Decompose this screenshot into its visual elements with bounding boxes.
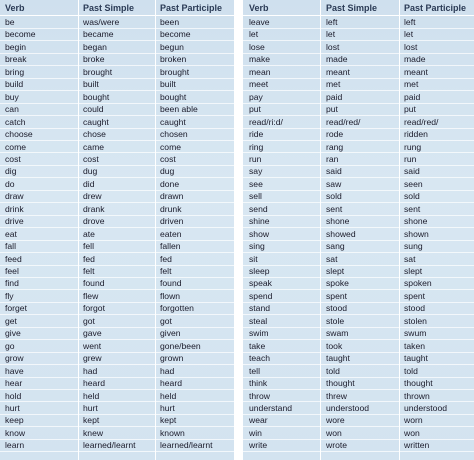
table-row bbox=[0, 91, 234, 103]
past-simple-cell: threw bbox=[326, 390, 348, 401]
past-simple-cell: began bbox=[83, 41, 107, 52]
verb-cell: feel bbox=[5, 266, 19, 276]
verb-cell: swim bbox=[249, 328, 269, 339]
table-row bbox=[243, 91, 474, 103]
past-simple-cell: bought bbox=[83, 91, 110, 102]
past-participle-cell: understood bbox=[404, 402, 448, 413]
past-participle-cell: slept bbox=[404, 266, 423, 276]
past-participle-cell: sent bbox=[404, 203, 421, 214]
table-row bbox=[0, 315, 234, 327]
table-row bbox=[0, 340, 234, 352]
past-participle-cell: run bbox=[404, 153, 417, 164]
past-simple-cell: showed bbox=[326, 228, 356, 239]
past-participle-cell: taken bbox=[404, 340, 426, 351]
table-row bbox=[243, 28, 474, 40]
table-row bbox=[0, 439, 234, 451]
verb-cell: sing bbox=[249, 241, 265, 252]
verb-cell: lose bbox=[249, 41, 265, 52]
table-row bbox=[243, 78, 474, 90]
past-participle-cell: got bbox=[160, 315, 172, 326]
verb-cell: forget bbox=[5, 303, 27, 314]
verb-cell: spend bbox=[249, 290, 273, 301]
table-row bbox=[0, 352, 234, 364]
past-participle-cell: kept bbox=[160, 415, 177, 426]
verb-cell: show bbox=[249, 228, 270, 239]
past-participle-cell: drawn bbox=[160, 191, 184, 202]
column-header: Past Participle bbox=[404, 3, 467, 13]
past-participle-cell: caught bbox=[160, 116, 186, 127]
past-simple-cell: ate bbox=[83, 228, 95, 239]
past-participle-cell: learned/learnt bbox=[160, 440, 213, 451]
past-simple-cell: saw bbox=[326, 178, 342, 189]
table-row bbox=[243, 53, 474, 65]
verb-cell: let bbox=[249, 29, 259, 40]
past-participle-cell: given bbox=[160, 328, 181, 339]
past-participle-cell: built bbox=[160, 79, 176, 90]
table-row bbox=[243, 228, 474, 240]
past-simple-cell: understood bbox=[326, 402, 370, 413]
past-participle-cell: swum bbox=[404, 328, 427, 339]
table-row bbox=[243, 265, 474, 277]
column-header: Past Simple bbox=[83, 3, 135, 13]
past-simple-cell: held bbox=[83, 390, 100, 401]
column-header: Verb bbox=[5, 3, 25, 13]
past-simple-cell: let bbox=[326, 29, 336, 40]
past-participle-cell: drunk bbox=[160, 203, 182, 214]
verb-cell: wear bbox=[249, 415, 268, 426]
verb-cell: see bbox=[249, 178, 263, 189]
verb-cell: take bbox=[249, 340, 266, 351]
past-simple-cell: wore bbox=[326, 415, 345, 426]
verb-cell: be bbox=[5, 17, 15, 27]
table-row bbox=[243, 290, 474, 302]
past-participle-cell: thought bbox=[404, 378, 433, 389]
past-simple-cell: met bbox=[326, 79, 341, 90]
table-row bbox=[243, 16, 474, 28]
table-row bbox=[243, 340, 474, 352]
verb-cell: say bbox=[249, 166, 263, 177]
verb-cell: sleep bbox=[249, 266, 270, 276]
past-simple-cell: chose bbox=[83, 129, 106, 140]
past-participle-cell: shone bbox=[404, 216, 428, 227]
past-participle-cell: chosen bbox=[160, 129, 188, 140]
verb-cell: get bbox=[5, 315, 17, 326]
verb-cell: fall bbox=[5, 241, 16, 252]
verb-cell: go bbox=[5, 340, 15, 351]
past-simple-cell: came bbox=[83, 141, 105, 152]
past-participle-cell: paid bbox=[404, 91, 421, 102]
table-row bbox=[0, 427, 234, 439]
past-participle-cell: had bbox=[160, 365, 175, 376]
table-row bbox=[0, 41, 234, 53]
table-row bbox=[243, 327, 474, 339]
past-participle-cell: left bbox=[404, 17, 416, 27]
table-row bbox=[243, 402, 474, 414]
verb-cell: have bbox=[5, 365, 24, 376]
verb-cell: ride bbox=[249, 129, 264, 140]
verb-cell: cost bbox=[5, 153, 21, 164]
table-row bbox=[0, 215, 234, 227]
table-row bbox=[0, 377, 234, 389]
past-simple-cell: read/red/ bbox=[326, 116, 361, 127]
verb-cell: do bbox=[5, 178, 15, 189]
table-row bbox=[0, 178, 234, 190]
past-participle-cell: found bbox=[160, 278, 182, 289]
past-simple-cell: wrote bbox=[326, 440, 348, 451]
verb-cell: keep bbox=[5, 415, 24, 426]
verb-cell: break bbox=[5, 54, 27, 65]
table-header bbox=[243, 2, 474, 14]
past-simple-cell: slept bbox=[326, 266, 345, 276]
past-simple-cell: hurt bbox=[83, 402, 98, 413]
table-row bbox=[0, 153, 234, 165]
table-row bbox=[0, 228, 234, 240]
past-simple-cell: broke bbox=[83, 54, 105, 65]
past-participle-cell: spent bbox=[404, 290, 426, 301]
past-participle-cell: been bbox=[160, 17, 180, 27]
table-row bbox=[243, 203, 474, 215]
table-row bbox=[0, 277, 234, 289]
past-simple-cell: built bbox=[83, 79, 99, 90]
verb-cell: feed bbox=[5, 253, 22, 264]
past-participle-cell: grown bbox=[160, 353, 184, 364]
verb-cell: make bbox=[249, 54, 271, 65]
past-participle-cell: stood bbox=[404, 303, 426, 314]
table-row bbox=[0, 265, 234, 277]
past-simple-cell: became bbox=[83, 29, 114, 40]
table-row bbox=[0, 28, 234, 40]
verb-cell: win bbox=[249, 427, 262, 438]
table-row bbox=[243, 390, 474, 402]
past-participle-cell: done bbox=[160, 178, 180, 189]
past-participle-cell: thrown bbox=[404, 390, 430, 401]
past-simple-cell: sat bbox=[326, 253, 338, 264]
verb-cell: fly bbox=[5, 290, 14, 301]
past-simple-cell: found bbox=[83, 278, 105, 289]
past-simple-cell: thought bbox=[326, 378, 355, 389]
past-participle-cell: fed bbox=[160, 253, 172, 264]
verb-cell: meet bbox=[249, 79, 269, 90]
past-simple-cell: had bbox=[83, 365, 98, 376]
past-participle-cell: heard bbox=[160, 378, 182, 389]
past-participle-cell: lost bbox=[404, 41, 418, 52]
past-participle-cell: gone/been bbox=[160, 340, 201, 351]
past-participle-cell: sold bbox=[404, 191, 420, 202]
past-simple-cell: brought bbox=[83, 66, 113, 77]
verb-cell: draw bbox=[5, 191, 24, 202]
past-simple-cell: flew bbox=[83, 290, 99, 301]
verb-cell: bring bbox=[5, 66, 25, 77]
past-participle-cell: brought bbox=[160, 66, 190, 77]
past-simple-cell: sang bbox=[326, 241, 345, 252]
column-header: Verb bbox=[249, 3, 269, 13]
past-participle-cell: begun bbox=[160, 41, 184, 52]
table-row bbox=[243, 103, 474, 115]
past-participle-cell: read/red/ bbox=[404, 116, 439, 127]
past-simple-cell: drank bbox=[83, 203, 105, 214]
past-participle-cell: sat bbox=[404, 253, 416, 264]
table-row bbox=[243, 215, 474, 227]
table-row bbox=[0, 365, 234, 377]
past-simple-cell: forgot bbox=[83, 303, 105, 314]
past-simple-cell: dug bbox=[83, 166, 98, 177]
verb-cell: find bbox=[5, 278, 19, 289]
verb-cell: grow bbox=[5, 353, 24, 364]
past-simple-cell: went bbox=[83, 340, 102, 351]
past-simple-cell: ran bbox=[326, 153, 339, 164]
verb-cell: speak bbox=[249, 278, 272, 289]
row-divider bbox=[243, 451, 474, 452]
verb-cell: sell bbox=[249, 191, 262, 202]
past-participle-cell: eaten bbox=[160, 228, 182, 239]
past-simple-cell: did bbox=[83, 178, 95, 189]
past-simple-cell: said bbox=[326, 166, 342, 177]
table-row bbox=[243, 315, 474, 327]
table-row bbox=[243, 377, 474, 389]
table-row bbox=[0, 240, 234, 252]
past-simple-cell: gave bbox=[83, 328, 102, 339]
past-participle-cell: become bbox=[160, 29, 191, 40]
verb-cell: teach bbox=[249, 353, 271, 364]
verb-cell: begin bbox=[5, 41, 27, 52]
verb-cell: read/ri:d/ bbox=[249, 116, 283, 127]
verb-cell: eat bbox=[5, 228, 17, 239]
verb-cell: mean bbox=[249, 66, 271, 77]
past-participle-cell: met bbox=[404, 79, 419, 90]
table-row bbox=[0, 78, 234, 90]
verb-cell: send bbox=[249, 203, 268, 214]
table-row bbox=[243, 277, 474, 289]
past-participle-cell: meant bbox=[404, 66, 428, 77]
verb-cell: steal bbox=[249, 315, 268, 326]
verb-cell: pay bbox=[249, 91, 263, 102]
verb-cell: ring bbox=[249, 141, 264, 152]
past-simple-cell: learned/learnt bbox=[83, 440, 136, 451]
verb-cell: understand bbox=[249, 402, 293, 413]
past-simple-cell: put bbox=[326, 104, 338, 115]
past-participle-cell: shown bbox=[404, 228, 429, 239]
past-participle-cell: stolen bbox=[404, 315, 427, 326]
past-participle-cell: told bbox=[404, 365, 418, 376]
past-participle-cell: taught bbox=[404, 353, 428, 364]
past-participle-cell: written bbox=[404, 440, 430, 451]
table-row bbox=[0, 327, 234, 339]
right-verb-table bbox=[243, 0, 474, 460]
table-row bbox=[243, 352, 474, 364]
past-participle-cell: flown bbox=[160, 290, 181, 301]
past-simple-cell: drove bbox=[83, 216, 105, 227]
table-row bbox=[0, 414, 234, 426]
table-row bbox=[0, 53, 234, 65]
table-row bbox=[0, 128, 234, 140]
past-simple-cell: paid bbox=[326, 91, 343, 102]
verb-cell: write bbox=[249, 440, 268, 451]
past-simple-cell: heard bbox=[83, 378, 105, 389]
verb-cell: choose bbox=[5, 129, 33, 140]
verb-cell: catch bbox=[5, 116, 26, 127]
past-participle-cell: spoken bbox=[404, 278, 432, 289]
left-verb-table bbox=[0, 0, 234, 460]
verb-cell: come bbox=[5, 141, 27, 152]
past-simple-cell: was/were bbox=[83, 17, 120, 27]
past-simple-cell: could bbox=[83, 104, 104, 115]
past-participle-cell: bought bbox=[160, 91, 187, 102]
table-row bbox=[0, 103, 234, 115]
past-simple-cell: shone bbox=[326, 216, 350, 227]
past-simple-cell: lost bbox=[326, 41, 340, 52]
past-simple-cell: drew bbox=[83, 191, 102, 202]
table-row bbox=[0, 253, 234, 265]
verb-cell: hurt bbox=[5, 402, 20, 413]
past-participle-cell: dug bbox=[160, 166, 175, 177]
past-participle-cell: put bbox=[404, 104, 416, 115]
verb-cell: become bbox=[5, 29, 36, 40]
table-row bbox=[243, 365, 474, 377]
past-simple-cell: taught bbox=[326, 353, 350, 364]
table-row bbox=[243, 414, 474, 426]
table-row bbox=[0, 116, 234, 128]
column-header: Past Participle bbox=[160, 3, 223, 13]
table-row bbox=[0, 66, 234, 78]
past-simple-cell: cost bbox=[83, 153, 99, 164]
past-simple-cell: told bbox=[326, 365, 340, 376]
past-simple-cell: spent bbox=[326, 290, 348, 301]
verb-cell: put bbox=[249, 104, 261, 115]
past-participle-cell: said bbox=[404, 166, 420, 177]
past-simple-cell: spoke bbox=[326, 278, 349, 289]
verb-cell: can bbox=[5, 104, 19, 115]
table-row bbox=[243, 240, 474, 252]
past-participle-cell: cost bbox=[160, 153, 176, 164]
table-row bbox=[243, 165, 474, 177]
row-divider bbox=[0, 451, 234, 452]
past-simple-cell: grew bbox=[83, 353, 102, 364]
table-row bbox=[0, 141, 234, 153]
table-row bbox=[243, 439, 474, 451]
past-simple-cell: meant bbox=[326, 66, 350, 77]
past-participle-cell: ridden bbox=[404, 129, 428, 140]
past-participle-cell: broken bbox=[160, 54, 187, 65]
past-simple-cell: knew bbox=[83, 427, 104, 438]
past-participle-cell: felt bbox=[160, 266, 172, 276]
verb-cell: run bbox=[249, 153, 262, 164]
table-row bbox=[243, 302, 474, 314]
past-participle-cell: known bbox=[160, 427, 185, 438]
past-participle-cell: let bbox=[404, 29, 414, 40]
verb-cell: hear bbox=[5, 378, 23, 389]
past-simple-cell: took bbox=[326, 340, 343, 351]
verb-cell: dig bbox=[5, 166, 17, 177]
verb-cell: know bbox=[5, 427, 26, 438]
past-simple-cell: felt bbox=[83, 266, 95, 276]
past-simple-cell: stole bbox=[326, 315, 345, 326]
past-simple-cell: made bbox=[326, 54, 348, 65]
table-row bbox=[243, 253, 474, 265]
verb-cell: buy bbox=[5, 91, 19, 102]
past-participle-cell: won bbox=[404, 427, 420, 438]
past-simple-cell: kept bbox=[83, 415, 100, 426]
table-row bbox=[0, 165, 234, 177]
past-simple-cell: got bbox=[83, 315, 95, 326]
table-row bbox=[243, 427, 474, 439]
past-simple-cell: rang bbox=[326, 141, 344, 152]
table-row bbox=[0, 290, 234, 302]
past-participle-cell: made bbox=[404, 54, 426, 65]
past-participle-cell: worn bbox=[404, 415, 423, 426]
verb-cell: sit bbox=[249, 253, 258, 264]
table-row bbox=[0, 203, 234, 215]
past-participle-cell: seen bbox=[404, 178, 423, 189]
past-participle-cell: forgotten bbox=[160, 303, 194, 314]
table-row bbox=[243, 141, 474, 153]
table-row bbox=[243, 190, 474, 202]
past-simple-cell: fell bbox=[83, 241, 94, 252]
past-simple-cell: caught bbox=[83, 116, 109, 127]
verb-cell: stand bbox=[249, 303, 271, 314]
verb-cell: hold bbox=[5, 390, 22, 401]
verb-cell: tell bbox=[249, 365, 260, 376]
past-simple-cell: sold bbox=[326, 191, 342, 202]
table-row bbox=[243, 116, 474, 128]
past-simple-cell: rode bbox=[326, 129, 344, 140]
column-header: Past Simple bbox=[326, 3, 378, 13]
past-simple-cell: won bbox=[326, 427, 342, 438]
verb-cell: drink bbox=[5, 203, 24, 214]
table-row bbox=[243, 178, 474, 190]
past-simple-cell: left bbox=[326, 17, 338, 27]
table-header bbox=[0, 2, 234, 14]
past-participle-cell: held bbox=[160, 390, 177, 401]
table-row bbox=[0, 16, 234, 28]
verb-cell: throw bbox=[249, 390, 271, 401]
table-row bbox=[243, 41, 474, 53]
verb-cell: give bbox=[5, 328, 21, 339]
past-participle-cell: been able bbox=[160, 104, 198, 115]
past-simple-cell: swam bbox=[326, 328, 349, 339]
verb-cell: think bbox=[249, 378, 268, 389]
past-participle-cell: fallen bbox=[160, 241, 181, 252]
past-simple-cell: stood bbox=[326, 303, 348, 314]
verb-cell: drive bbox=[5, 216, 24, 227]
past-participle-cell: hurt bbox=[160, 402, 175, 413]
table-row bbox=[243, 66, 474, 78]
table-row bbox=[0, 190, 234, 202]
past-participle-cell: come bbox=[160, 141, 182, 152]
past-simple-cell: fed bbox=[83, 253, 95, 264]
table-row bbox=[243, 153, 474, 165]
verb-cell: leave bbox=[249, 17, 270, 27]
table-row bbox=[0, 390, 234, 402]
verb-cell: build bbox=[5, 79, 24, 90]
table-row bbox=[243, 128, 474, 140]
past-simple-cell: sent bbox=[326, 203, 343, 214]
past-participle-cell: rung bbox=[404, 141, 422, 152]
verb-cell: learn bbox=[5, 440, 25, 451]
past-participle-cell: sung bbox=[404, 241, 423, 252]
table-row bbox=[0, 302, 234, 314]
table-row bbox=[0, 402, 234, 414]
verb-cell: shine bbox=[249, 216, 270, 227]
past-participle-cell: driven bbox=[160, 216, 184, 227]
